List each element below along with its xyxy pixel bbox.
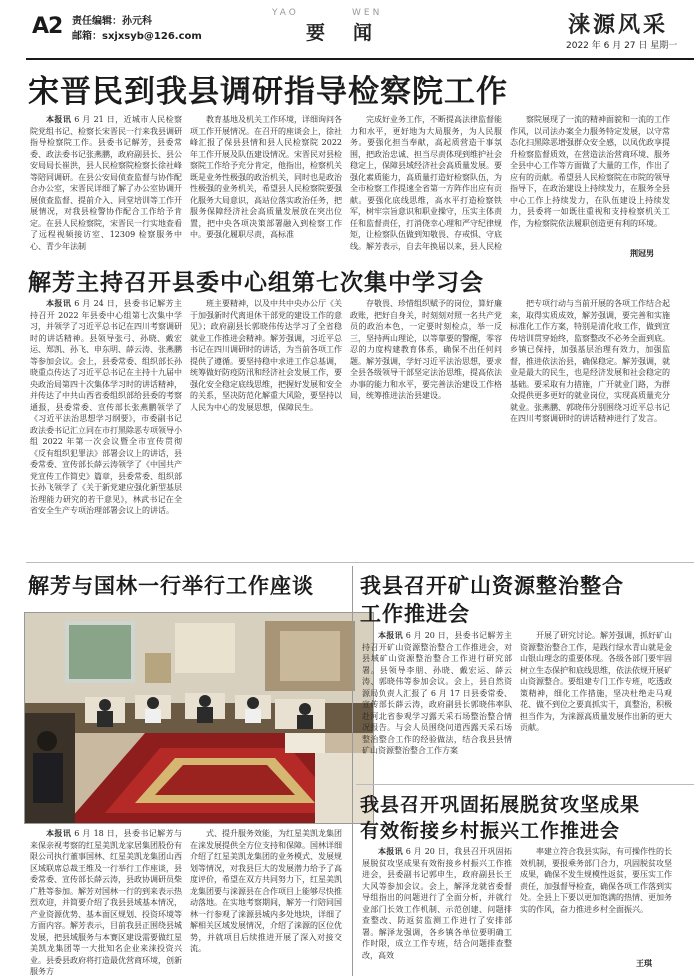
article-4-divider bbox=[356, 784, 694, 785]
email-line: 邮箱：sxjxsyb@126.com bbox=[72, 31, 202, 42]
editor-line: 责任编辑：孙元科 bbox=[72, 16, 152, 27]
meeting-photo bbox=[24, 612, 374, 824]
article-5-byline: 王琪 bbox=[636, 959, 652, 968]
article-4-headline-line-2: 工作推进会 bbox=[360, 602, 470, 626]
article-1-headline: 宋晋民到我县调研指导检察院工作 bbox=[28, 74, 508, 110]
issue-date: 2022 年 6 月 27 日 星期一 bbox=[566, 41, 678, 51]
section-pinyin-2: WEN bbox=[352, 8, 383, 18]
header-rule bbox=[26, 58, 694, 60]
article-1-col-1: 本报讯 6 月 21 日，近城市人民检察院党组书记、检察长宋晋民一行来我县调研指导检察院工作。县委书记解芳，县委常委、政法委书记张燕鹏，政府副县长、县公安局局长崔洪，县人民检察院检察长徐社峰等陪同调研。在县公安局侦查监督与协作配合办公室，宋晋民详细了解了办公室协调开展侦查监督、提前介入、同堂培训等工作开展情况，对我县检警协作配合工作给予肯定。在县人民检察院，宋晋民一行实地查看了远程视频接访室、12309 检察服务中心、青少年法制 bbox=[30, 114, 182, 251]
article-3-col-1: 本报讯 6 月 18 日，县委书记解芳与来保亲视考察的红星美凯龙家居集团股份有限公司执行董事国林、红星美凯龙集团山西区域联席总裁王维及一行举行工作座谈，县委常委、宣传部长薛云涛，县政协调研员柴广胜等参加。解芳对国林一行的到来表示热烈欢迎，并简要介绍了我县县域基本情况，产业资源优势、基本面区规划、投资环境等方面内容。解芳表示，目前我县正围绕县城发展，把县域服务与本赛区建设需要做红星美凯龙集团等一大批知名企业来涞投资兴业。县委县政府将打造最优营商环境，创新服务方 bbox=[30, 828, 182, 976]
page-header bbox=[0, 0, 700, 58]
editor-info bbox=[72, 14, 202, 44]
column-divider bbox=[352, 566, 353, 976]
article-4-col-1: 本报讯 6 月 20 日，县委书记解芳主持召开矿山资源整治整合工作推进会，对县域矿山资源整治整合工作进行研究部署。县领导李朋、孙晓、戴宏运、薛云涛、郭晓伟等参加会议。会上，县自然资源局负责人汇报了 6 月 17 日县委常委、宣传部长薛云涛，政府副县长郭晓伟率队赴河北省参观学习露天采石场整治整合情况报告。与会人员围绕问道西露天采石场整治整合工作的经验做法，结合我县县情矿山资源整治整合工作方案 bbox=[362, 630, 512, 755]
article-5-col-1: 本报讯 6 月 20 日，我县召开巩固拓展脱贫攻坚成果有效衔接乡村振兴工作推进会，县委副书记郭申生，政府副县长王大风等参加会议。会上，解泽龙就省委督导组指出的问题进行了全面分析，并就行业部门长效工作机制、示范创建、问题排查整改、防返贫监测工作进行了安排部署。解泽龙强调，各乡镇各单位要明确工作时限，成立工作专班，结合问题排查整改，高效 bbox=[362, 846, 512, 960]
article-2-col-4: 把专项行动与当前开展的各项工作结合起来，取得实质成效，解芳强调，要完善和实施标准化工作方案，特别是清化收工作，做到宣传培训贯穿始终，监察整改不必务全面到底。乡镇已保持，加强基层治理有效力，加强监督，推进依法治县，确保稳定。解芳强调，就业是最大的民生，也是经济发展和社会稳定的基础。要采取有力措施，广开就业门路，为群众提供更多更好的就业岗位，实现高质量充分就业。张燕鹏、郭晓伟分别围绕习近平总书记在四川考察调研时的讲话精神进行了发言。 bbox=[510, 299, 670, 423]
page-number: A2 bbox=[32, 14, 63, 39]
article-2-col-3: 存敬畏、珍惜组织赋予的岗位，算好廉政账，把好自身关，时刻刻对照一名共产党员的政治本色，一定要时刻检点，举一反三，坚持两山理论，以等靠要的警醒，零容忍的力度构建教育体系，确保不出任何问题。解芳强调，学好习近平法治思想，要求全县各级领导干部坚定法治思维，提高依法办事的能力和水平，要完善法治建设工作格局，统筹推进法治县建设。 bbox=[350, 299, 502, 400]
article-2-col-1: 本报讯 6 月 24 日，县委书记解芳主持召开 2022 年县委中心组第七次集中学习，并领学了习近平总书记在四川考察调研时的讲话精神。县领导张弓、孙晓、戴宏运、郑凯、孙飞、申东明、薛云涛、张燕鹏等参加会议。会上，县委常委、组织部长孙晓重点传达了习近平总书记在主持十九届中央政治局第四十次集体学习时的讲话精神，并传达了中共山西省委组织部给县委的考察通报，县委常委、宣传部长张燕鹏领学了《习近平法治思想学习纲要》，市委副书记政法委书记汇立同在市打黑除恶专项领导小组 2022 年第一次会议暨全市宣传贯彻《反有组织犯罪法》部署会议上的讲话，县委常委、宣传部长薛云涛领学了《中国共产党宣传工作简史》篇章，县委常委、组织部长孙飞领学了《关于新党建应强化新型基层治理能力研究的若干意见》，林武书记在全省安全生产专项治理部署会议上的讲话。 bbox=[30, 298, 182, 515]
article-1-col-2: 教育基地及机关工作环境，详细询问各项工作开展情况。在召开的座谈会上，徐社峰汇报了保县县情和县人民检察院 2022 年工作开展及队伍建设情况。宋晋民对县检察院工作给予充分肯定，他指出，检察机关既是业务性极强的政治机关，同时也是政治性极强的业务机关，希望县人民检察院要强化服务大局意识，高站位落实政治任务，把服务保障经济社会高质量发展放在突出位置，把中央各项决策部署融入到检察工作中。要强化履职尽责，高标准 bbox=[190, 115, 342, 239]
article-3-col-2: 式、提升服务效能，为红星美凯龙集团在涞发展提供全方位支持和保障。国林详细介绍了红星美凯龙集团的业务模式、发展规划等情况，对我县巨大的发展潜力给予了高度评价，希望在双方共同努力下，红星美凯龙集团要与涞源县在合作项目上能够尽快推动落地。在实地考察期间，解芳一行陪同国林一行参观了涞源县城内多处地块，详细了解相关区域发展情况，介绍了涞源的区位优势，并就项目后续推进开展了深入对接交流。 bbox=[190, 829, 342, 953]
paper-name: 涞源风采 bbox=[568, 12, 669, 38]
section-title: 要闻 bbox=[306, 22, 401, 44]
article-4-headline-line-1: 我县召开矿山资源整治整合 bbox=[360, 574, 624, 598]
article-5-col-2: 率建立符合我县实际，有可操作性的长效机制，要报乘务部门合力，巩固脱贫攻坚成果，确保不发生规模性返贫，要压实工作责任，加强督导检查，确保各项工作落到实处。全县上下要以更加饱满的热情、更加务实的作风，奋力推进乡村全面振兴。 bbox=[520, 847, 672, 914]
article-4-col-2: 开展了研究讨论。解芳强调，抓好矿山资源整治整合工作，是践行绿水青山就是金山银山理念的重要体现。各级各部门要牢固树立生态保护和底线思维，依法依规开展矿山资源整合。要组建专门工作专班，吃透政策精神，细化工作措施，坚决杜绝走马观花、做不到位之要真抓实干，真整治，积极担当作为，为涞源高质量发展作出新的更大贡献。 bbox=[520, 631, 672, 732]
article-2-headline: 解芳主持召开县委中心组第七次集中学习会 bbox=[28, 270, 484, 296]
article-3-headline: 解芳与国林一行举行工作座谈 bbox=[28, 574, 314, 598]
article-5-headline-line-2: 有效衔接乡村振兴工作推进会 bbox=[360, 820, 621, 842]
section-pinyin-1: YAO bbox=[272, 8, 299, 18]
meeting-photo-illustration bbox=[25, 613, 374, 824]
article-1-byline: 荆冠男 bbox=[630, 249, 654, 258]
article-5-headline-line-1: 我县召开巩固拓展脱贫攻坚成果 bbox=[360, 794, 641, 816]
article-2-col-2: 班主要精神，以及中共中央办公厅《关于加强新时代离退休干部党的建设工作的意见》；政府副县长郭晓伟传达学习了全省稳就业工作推进会精神。解芳强调，习近平总书记在四川调研时的讲话，为当前各项工作提供了遵循。要坚持稳中求进工作总基调，统筹做好防疫防汛和经济社会发展工作，要强化安全稳定底线思维，把握好发展和安全的关系，坚决防范化解重大风险，要坚持以人民为中心的发展思想，保障民生。 bbox=[190, 299, 342, 412]
article-1-col-3: 完成好业务工作，不断提高法律监督能力和水平，更好地为大局服务，为人民服务。要强化担当奉献，高起质营造干事氛围，把政治忠诚、担当尽责体现到维护社会稳定上，保障县域经济社会高质量发展。要强化素质能力，高质量打造好检察队伍，为全市检察工作提速全省第一方阵作出应有贡献。要强化底线思维，高水平打造检察铁军，树牢宗旨意识和职业操守，压实主体责任和监督责任，打消侥幸心理和严守纪律规矩，让检察队伍做到知敬畏、存戒惧、守底线。解芳表示，自去年换届以来，县人民检 bbox=[350, 115, 502, 251]
article-1-col-4: 察院展现了一流的精神面貌和一流的工作作风，以司法办案全力服务特定发展，以守常态化扫黑除恶增强群众安全感，以凤优政享提升检察监督质效，在营造法治营商环境、服务全县中心工作等方面做了大量的工作，作出了应有的贡献。希望县人民检察院在市院的领导指导下，在政治建设上持续发力，在服务全县中心工作上持续发力，在队伍建设上持续发力，县委将一如既往重视和支持检察机关工作，为检察院依法履职创造更有利的环境。 bbox=[510, 115, 670, 228]
section-divider bbox=[26, 562, 694, 563]
